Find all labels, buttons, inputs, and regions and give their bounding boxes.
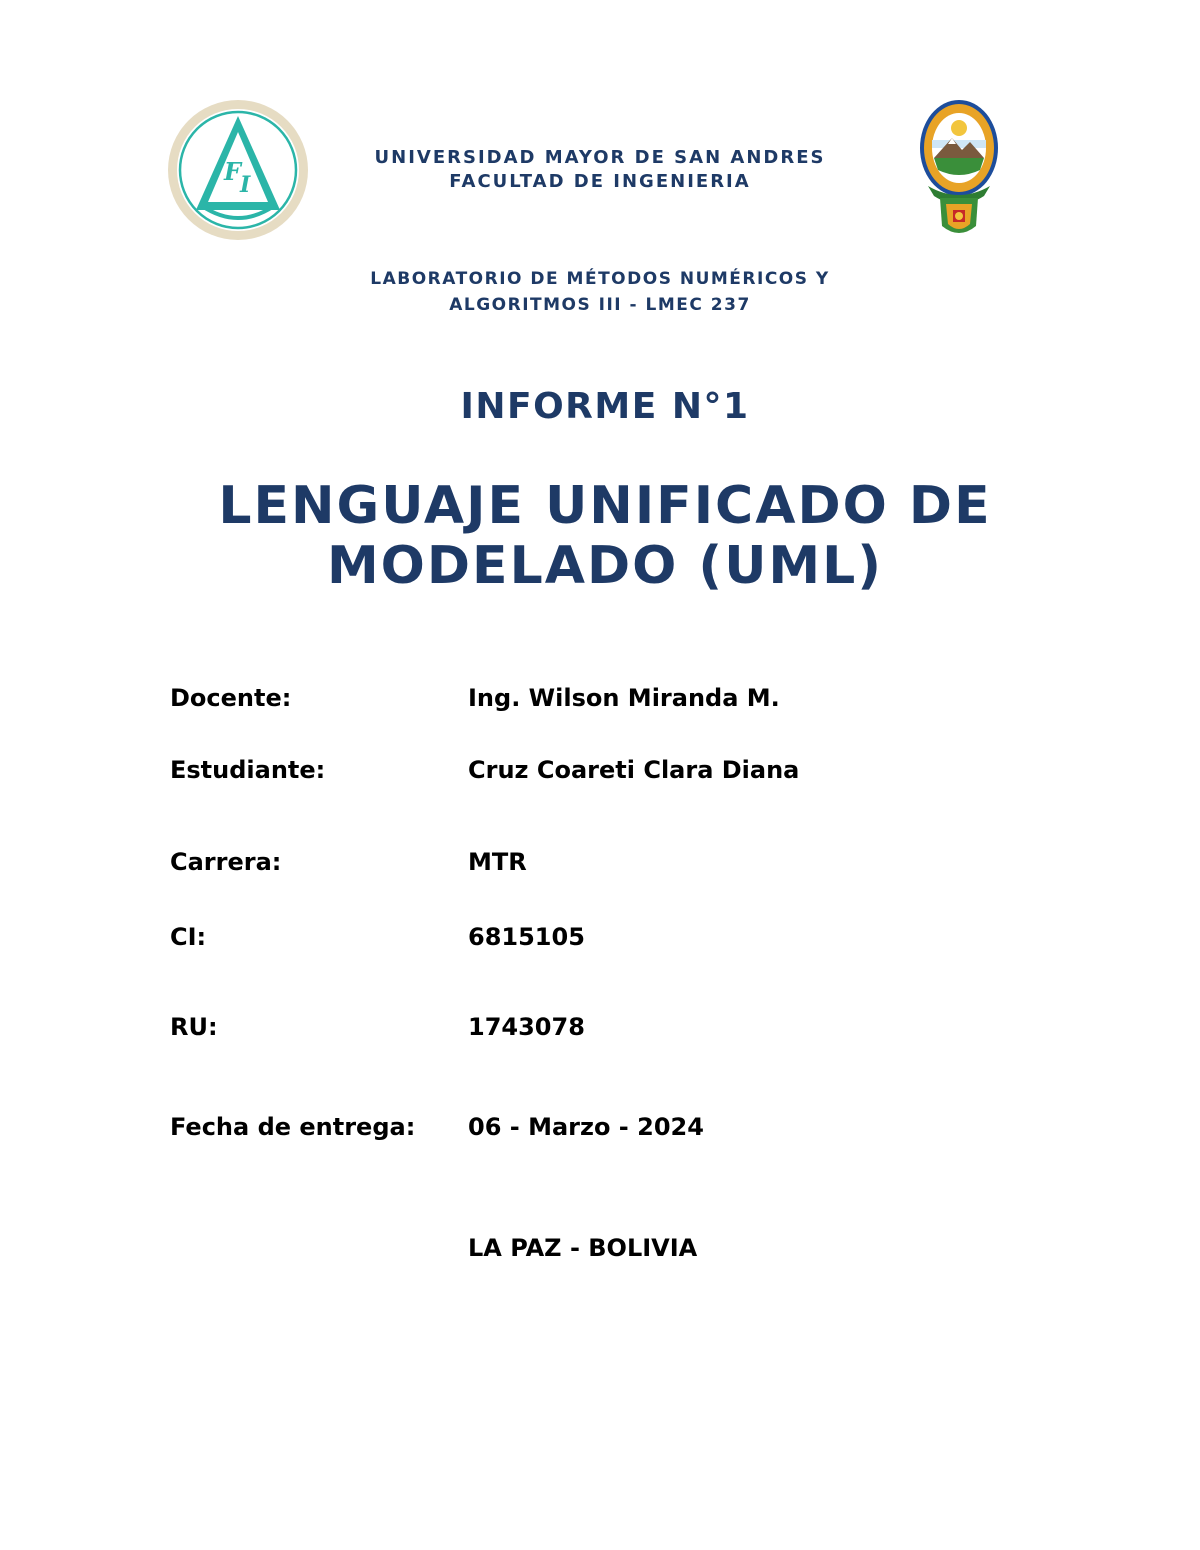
lab-name-line1: LABORATORIO DE MÉTODOS NUMÉRICOS Y [370, 269, 830, 289]
report-title-line2: MODELADO (UML) [326, 536, 884, 596]
report-number: INFORME N°1 [460, 386, 750, 427]
info-row-fecha [170, 1113, 970, 1147]
info-label: RU: [170, 1013, 218, 1041]
info-value: 06 - Marzo - 2024 [468, 1113, 704, 1141]
info-row-docente [170, 684, 970, 718]
info-label: Carrera: [170, 848, 282, 876]
info-value: Ing. Wilson Miranda M. [468, 684, 780, 712]
info-label: CI: [170, 923, 207, 951]
info-value: MTR [468, 848, 527, 876]
faculty-engineering-logo [166, 98, 310, 242]
report-title-line1: LENGUAJE UNIFICADO DE [218, 476, 992, 536]
university-name: UNIVERSIDAD MAYOR DE SAN ANDRES [374, 147, 826, 168]
info-value: 6815105 [468, 923, 585, 951]
info-row-ru [170, 1013, 970, 1047]
info-row-estudiante [170, 756, 970, 790]
university-header [330, 146, 870, 194]
lab-name-line2: ALGORITMOS III - LMEC 237 [449, 295, 751, 315]
info-row-ci [170, 923, 970, 957]
footer-place: LA PAZ - BOLIVIA [468, 1234, 698, 1262]
umsa-university-crest [918, 96, 1000, 246]
info-label: Estudiante: [170, 756, 326, 784]
info-row-carrera [170, 848, 970, 882]
info-label: Docente: [170, 684, 292, 712]
svg-text:F: F [224, 157, 242, 186]
report-title [170, 476, 1040, 596]
info-value: Cruz Coareti Clara Diana [468, 756, 800, 784]
faculty-name: FACULTAD DE INGENIERIA [449, 171, 751, 192]
info-value: 1743078 [468, 1013, 585, 1041]
laboratory-header [300, 266, 900, 318]
svg-text:I: I [240, 172, 251, 198]
info-label: Fecha de entrega: [170, 1113, 416, 1141]
